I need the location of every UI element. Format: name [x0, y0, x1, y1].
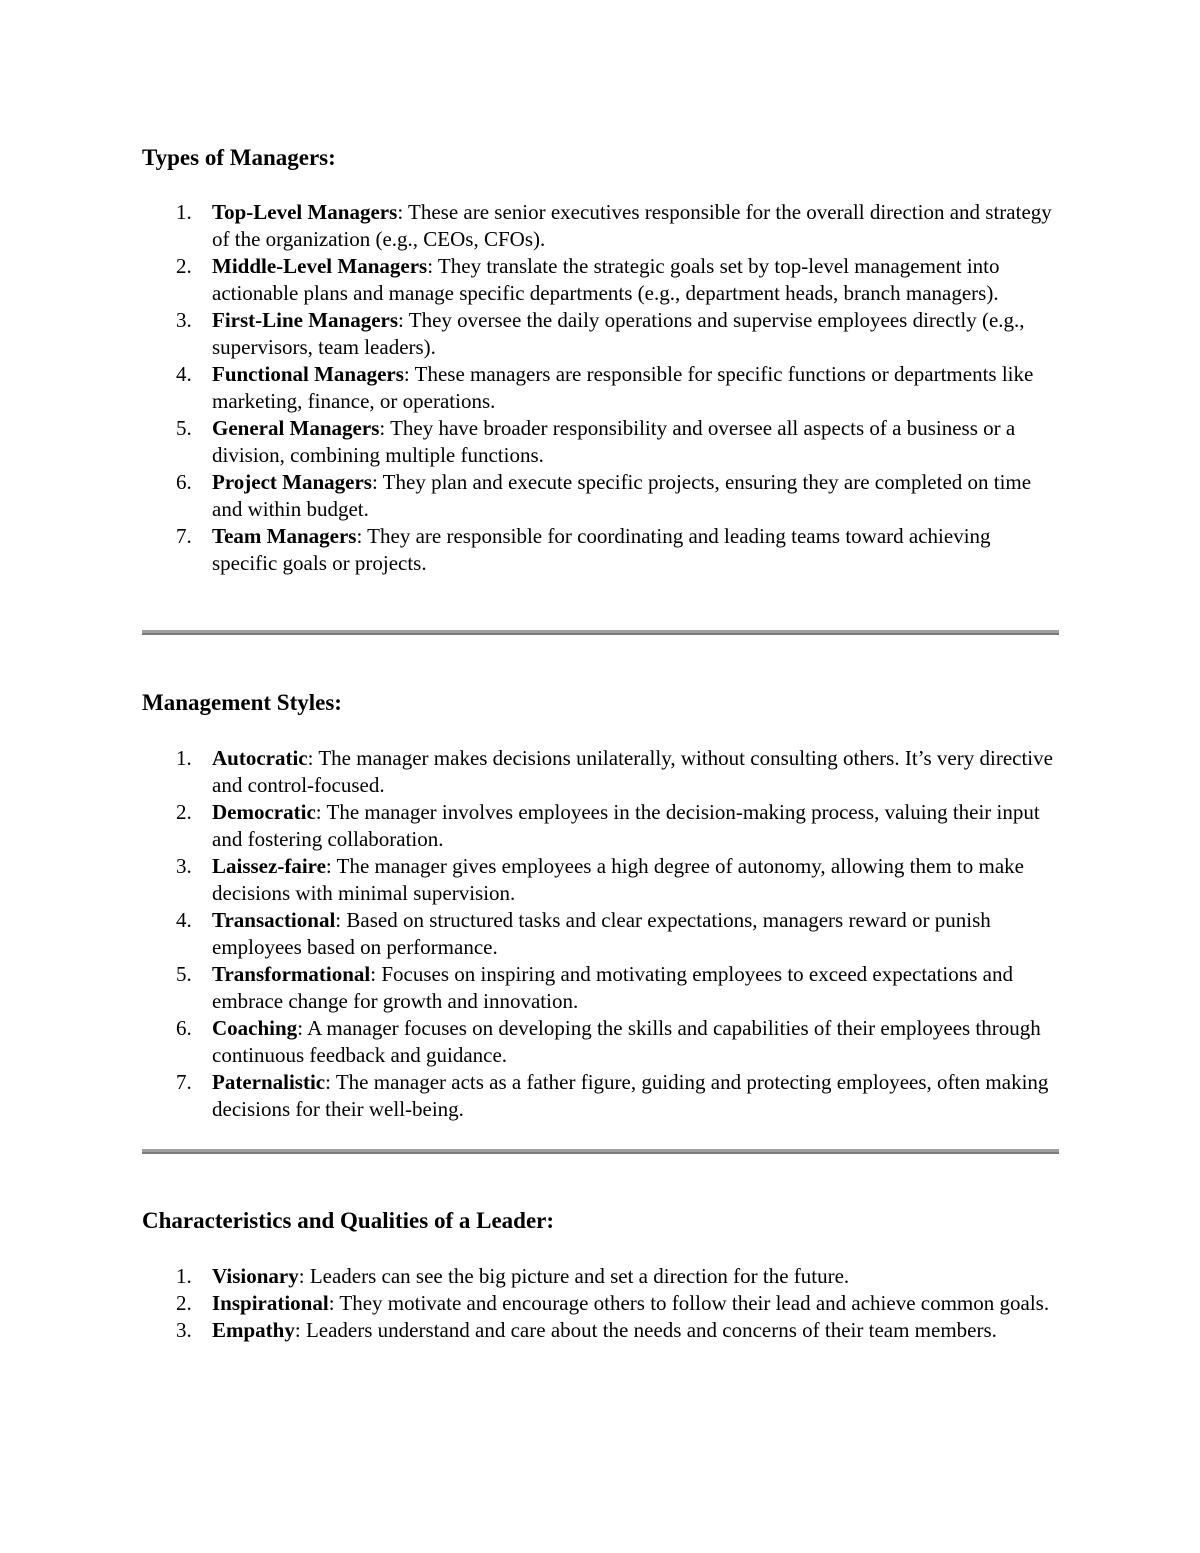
section-heading: Types of Managers: [142, 145, 336, 170]
list-item [142, 1290, 1060, 1317]
horizontal-rule [142, 1149, 1059, 1154]
item-number: 6. [176, 1016, 192, 1040]
list-item [142, 523, 1060, 577]
section-types-of-managers [142, 144, 1060, 577]
item-text: : The manager involves employees in the decision-making process, valuing their input and fostering collaboration. [212, 800, 1040, 851]
list-item [142, 361, 1060, 415]
item-number: 2. [176, 800, 192, 824]
item-text: : The manager gives employees a high degree of autonomy, allowing them to make decisions with minimal supervision. [212, 854, 1024, 905]
item-text: : They translate the strategic goals set by top-level management into actionable plans and manage specific departments (e.g., department heads, branch managers). [212, 254, 1000, 305]
item-number: 4. [176, 362, 192, 386]
list-item [142, 961, 1060, 1015]
item-text: : These managers are responsible for specific functions or departments like marketing, finance, or operations. [212, 362, 1034, 413]
item-number: 3. [176, 854, 192, 878]
item-term: Top-Level Managers [212, 200, 398, 224]
item-term: First-Line Managers [212, 308, 399, 332]
item-term: Empathy [212, 1318, 295, 1342]
item-number: 6. [176, 470, 192, 494]
item-number: 3. [176, 308, 192, 332]
item-text: : They have broader responsibility and oversee all aspects of a business or a division, combining multiple functions. [212, 416, 1016, 467]
item-text: : Based on structured tasks and clear expectations, managers reward or punish employees based on performance. [212, 908, 991, 959]
item-term: Coaching [212, 1016, 298, 1040]
numbered-list [142, 745, 1060, 1123]
section-leader-qualities [142, 1207, 1060, 1344]
item-term: General Managers [212, 416, 380, 440]
item-number: 5. [176, 416, 192, 440]
item-number: 2. [176, 254, 192, 278]
list-item [142, 199, 1060, 253]
numbered-list [142, 1263, 1060, 1344]
list-item [142, 799, 1060, 853]
item-text: : Leaders understand and care about the needs and concerns of their team members. [294, 1318, 997, 1342]
list-item [142, 1263, 1060, 1290]
item-number: 4. [176, 908, 192, 932]
item-number: 2. [176, 1291, 192, 1315]
item-number: 3. [176, 1318, 192, 1342]
item-number: 1. [176, 746, 192, 770]
item-text: : A manager focuses on developing the skills and capabilities of their employees through continuous feedback and guidance. [212, 1016, 1041, 1067]
list-item [142, 1015, 1060, 1069]
item-text: : They are responsible for coordinating and leading teams toward achieving specific goals or projects. [212, 524, 991, 575]
item-term: Paternalistic [212, 1070, 326, 1094]
item-term: Project Managers [212, 470, 372, 494]
list-item [142, 415, 1060, 469]
item-term: Autocratic [212, 746, 308, 770]
item-number: 7. [176, 1070, 192, 1094]
item-text: : They motivate and encourage others to follow their lead and achieve common goals. [328, 1291, 1050, 1315]
item-term: Inspirational [212, 1291, 329, 1315]
list-item [142, 853, 1060, 907]
list-item [142, 907, 1060, 961]
item-text: : The manager acts as a father figure, guiding and protecting employees, often making decisions for their well-being. [212, 1070, 1049, 1121]
item-term: Team Managers [212, 524, 357, 548]
item-term: Laissez-faire [212, 854, 326, 878]
item-text: : These are senior executives responsible for the overall direction and strategy of the organization (e.g., CEOs, CFOs). [212, 200, 1052, 251]
item-term: Democratic [212, 800, 316, 824]
horizontal-rule [142, 630, 1059, 635]
item-number: 1. [176, 200, 192, 224]
list-item [142, 307, 1060, 361]
list-item [142, 253, 1060, 307]
section-heading: Characteristics and Qualities of a Leader: [142, 1208, 555, 1233]
list-item [142, 1317, 1060, 1344]
item-text: : Leaders can see the big picture and set a direction for the future. [298, 1264, 850, 1288]
item-term: Functional Managers [212, 362, 404, 386]
list-item [142, 469, 1060, 523]
numbered-list [142, 199, 1060, 577]
item-text: : Focuses on inspiring and motivating employees to exceed expectations and embrace change for growth and innovation. [212, 962, 1013, 1013]
item-term: Transformational [212, 962, 371, 986]
item-text: : The manager makes decisions unilaterally, without consulting others. It’s very directive and control-focused. [212, 746, 1053, 797]
list-item [142, 745, 1060, 799]
item-text: : They plan and execute specific projects, ensuring they are completed on time and within budget. [212, 470, 1032, 521]
item-text: : They oversee the daily operations and supervise employees directly (e.g., supervisors, team leaders). [212, 308, 1025, 359]
item-number: 5. [176, 962, 192, 986]
item-number: 7. [176, 524, 192, 548]
item-term: Transactional [212, 908, 336, 932]
section-heading: Management Styles: [142, 690, 342, 715]
item-term: Middle-Level Managers [212, 254, 428, 278]
list-item [142, 1069, 1060, 1123]
item-term: Visionary [212, 1264, 299, 1288]
item-number: 1. [176, 1264, 192, 1288]
section-management-styles [142, 689, 1060, 1123]
